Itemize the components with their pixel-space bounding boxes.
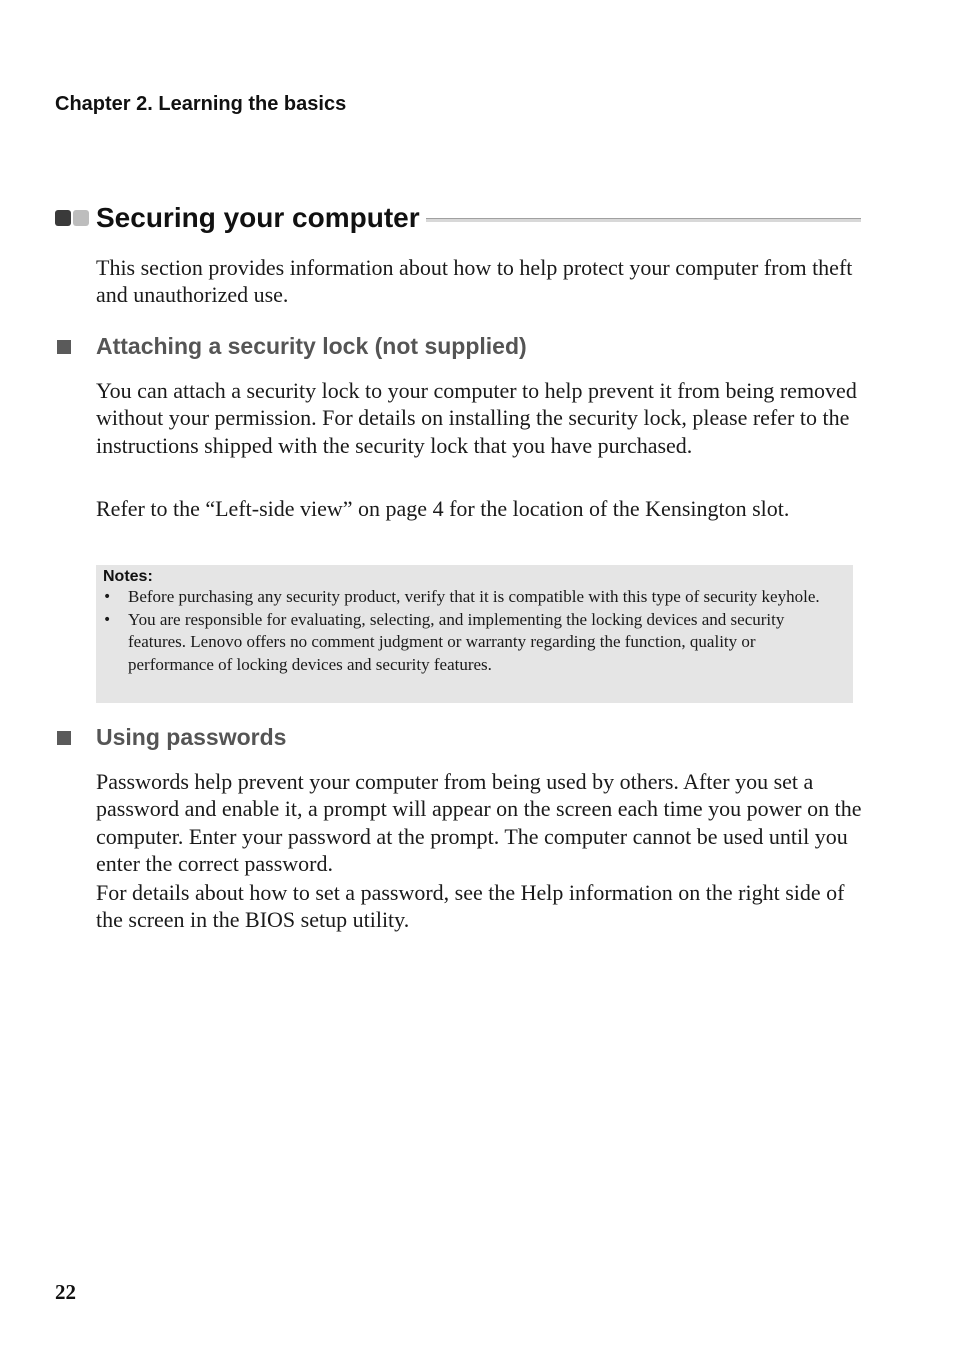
security-lock-paragraph-1: You can attach a security lock to your computer to help prevent it from being removed without your permission. For details on installing the security lock, please refer to the instructions shipped with the security lock that you have purchased. — [96, 378, 857, 458]
notes-list — [103, 586, 843, 677]
note-item — [103, 586, 843, 609]
notes-box — [96, 565, 853, 703]
subheading-security-lock — [55, 333, 527, 360]
bullet-dot-icon: • — [103, 611, 112, 628]
security-lock-paragraph-2: Refer to the “Left-side view” on page 4 for the location of the Kensington slot. — [96, 496, 790, 521]
note-item — [103, 609, 843, 677]
subheading-passwords — [55, 724, 286, 751]
subheading-passwords-title: Using passwords — [96, 724, 287, 750]
notes-label: Notes: — [103, 568, 153, 585]
heading-rule — [426, 218, 861, 222]
square-bullet-icon — [57, 731, 71, 745]
passwords-paragraph-1: Passwords help prevent your computer from being used by others. After you set a password and enable it, a prompt will appear on the screen each time you power on the computer. Enter your password at the prompt. The computer cannot be used until you enter the correct password. — [96, 769, 862, 876]
square-bullet-icon — [57, 340, 71, 354]
chapter-header: Chapter 2. Learning the basics — [55, 93, 347, 115]
subheading-security-lock-title: Attaching a security lock (not supplied) — [96, 333, 527, 359]
section-title: Securing your computer — [96, 202, 420, 233]
heading-square-dark — [55, 210, 71, 226]
section-intro: This section provides information about how to help protect your computer from theft and unauthorized use. — [96, 255, 853, 308]
passwords-paragraph-2: For details about how to set a password, see the Help information on the right side of the screen in the BIOS setup utility. — [96, 880, 845, 933]
note-item-text: Before purchasing any security product, verify that it is compatible with this type of security keyhole. — [128, 587, 820, 606]
section-heading — [55, 198, 861, 238]
heading-square-light — [73, 210, 89, 226]
bullet-dot-icon: • — [103, 589, 112, 605]
note-item-text: You are responsible for evaluating, selecting, and implementing the locking devices and security features. Lenovo offers no comment judgment or warranty regarding the function, quality or performance of locking devices and security features. — [128, 609, 785, 675]
page-number: 22 — [55, 1280, 76, 1304]
heading-squares-icon — [55, 210, 95, 226]
